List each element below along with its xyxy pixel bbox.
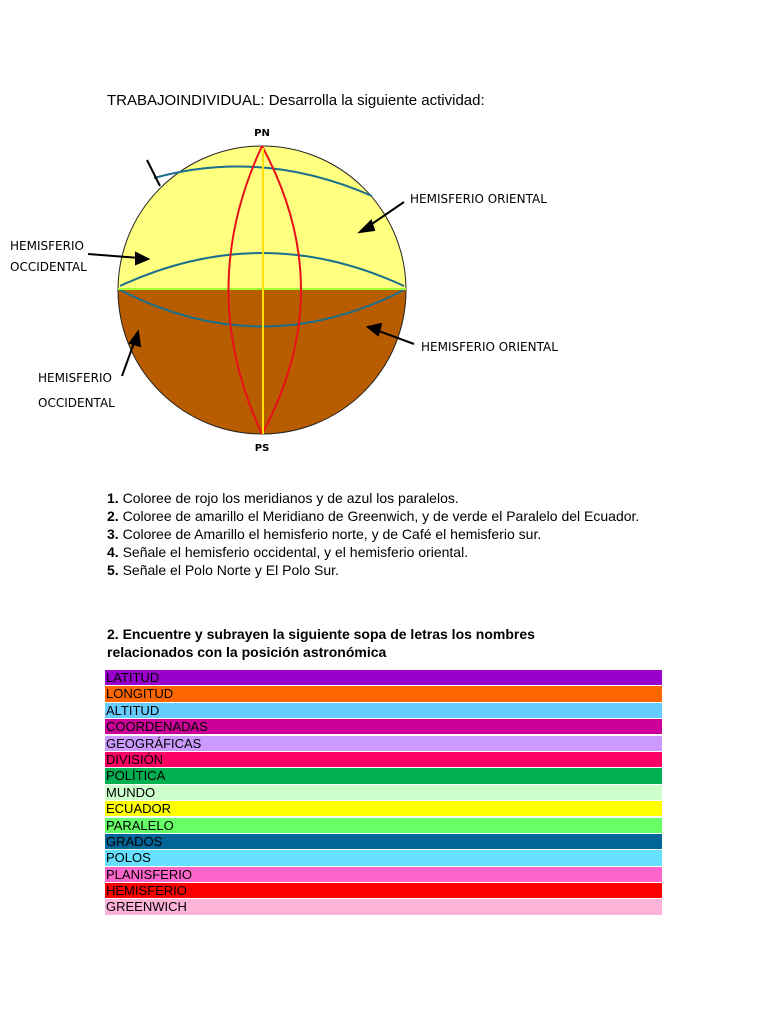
word-row: GREENWICH [105,899,662,914]
word-row: PARALELO [105,818,662,833]
instruction-item: 4. Señale el hemisferio occidental, y el hemisferio oriental. [107,544,469,560]
label-line: HEMISFERIO [10,239,84,253]
arrow-line [147,160,160,186]
instruction-item: 2. Coloree de amarillo el Meridiano de Greenwich, y de verde el Paralelo del Ecuador. [107,508,640,524]
page-title: TRABAJOINDIVIDUAL: Desarrolla la siguiente actividad: [107,92,485,109]
heading-line: 2. Encuentre y subrayen la siguiente sopa de letras los nombres [107,626,535,642]
word-row: POLOS [105,850,662,865]
instruction-item: 1. Coloree de rojo los meridianos y de azul los paralelos. [107,490,459,506]
word-row: MUNDO [105,785,662,800]
label-line: OCCIDENTAL [38,396,115,410]
north-pole-label: PN [254,128,270,139]
south-pole-label: PS [254,443,270,454]
label-western-hemisphere-upper [10,236,87,278]
word-row: ECUADOR [105,801,662,816]
word-row: DIVISIÓN [105,752,662,767]
word-row: POLÍTICA [105,768,662,783]
label-eastern-hemisphere-bottom: HEMISFERIO ORIENTAL [421,340,558,354]
word-row: LONGITUD [105,686,662,701]
word-list [105,670,662,916]
word-row: GRADOS [105,834,662,849]
word-row: PLANISFERIO [105,867,662,882]
word-row: LATITUD [105,670,662,685]
label-western-hemisphere-lower [38,368,115,414]
instruction-item: 3. Coloree de Amarillo el hemisferio norte, y de Café el hemisferio sur. [107,526,542,542]
word-row: ALTITUD [105,703,662,718]
word-row: GEOGRÁFICAS [105,736,662,751]
word-row: HEMISFERIO [105,883,662,898]
instruction-item: 5. Señale el Polo Norte y El Polo Sur. [107,562,339,578]
heading-line: relacionados con la posición astronómica [107,644,387,660]
label-line: HEMISFERIO [38,371,112,385]
southern-hemisphere [100,290,430,458]
instructions-list [107,489,647,579]
word-row: COORDENADAS [105,719,662,734]
label-eastern-hemisphere-top: HEMISFERIO ORIENTAL [410,192,547,206]
section-2-heading [107,625,627,661]
northern-hemisphere [100,118,430,290]
label-line: OCCIDENTAL [10,260,87,274]
arrow-line [122,340,135,376]
